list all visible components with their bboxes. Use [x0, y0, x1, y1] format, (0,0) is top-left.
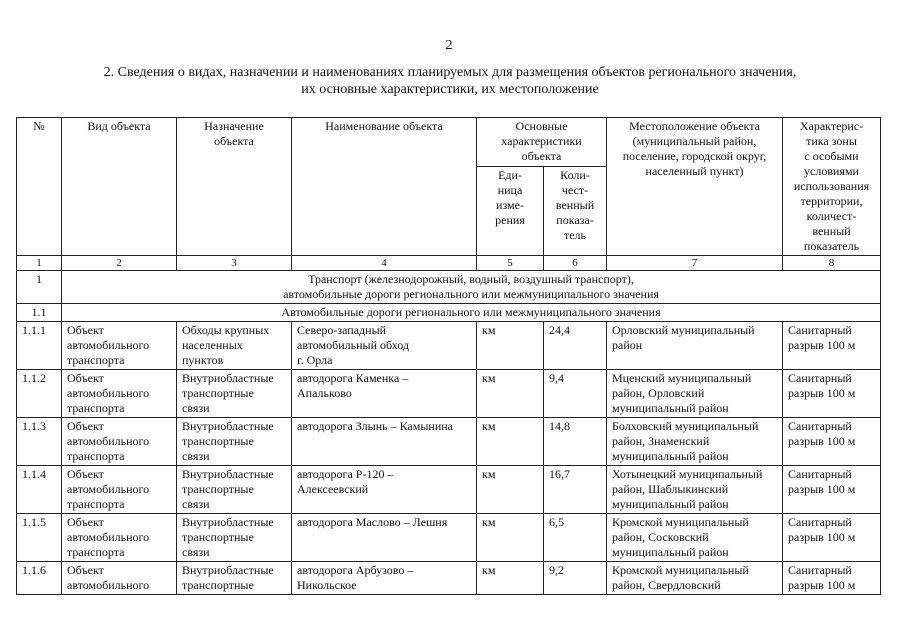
text-line: Алексеевский — [297, 482, 369, 496]
column-number-cell: 5 — [477, 256, 544, 271]
header-unit — [477, 166, 544, 255]
text-line: Объект — [67, 323, 104, 337]
text-line: разрыв 100 м — [788, 482, 856, 496]
text-line: Коли- — [560, 167, 590, 182]
object-purpose-cell — [177, 562, 292, 595]
unit-cell: км — [477, 562, 544, 595]
text-line: автодорога Маслово – Лешня — [297, 515, 448, 529]
object-type-cell — [62, 418, 177, 466]
page-number: 2 — [445, 38, 453, 53]
location-cell — [607, 562, 783, 595]
text-line: ница — [497, 182, 523, 197]
text-line: Внутриобластные — [182, 467, 274, 481]
text-line: Объект — [67, 371, 104, 385]
text-line: транспортные — [182, 530, 254, 544]
text-line: условиями — [804, 164, 859, 178]
unit-cell: км — [477, 466, 544, 514]
value-cell: 24,4 — [544, 322, 607, 370]
row-num-cell: 1.1.5 — [17, 514, 62, 562]
text-line: муниципальный район — [612, 497, 729, 511]
zone-cell — [783, 514, 881, 562]
text-line: автомобильного — [67, 386, 150, 400]
text-line: Объект — [67, 419, 104, 433]
text-line: Санитарный — [788, 515, 852, 529]
text-line: пунктов — [182, 353, 224, 367]
text-line: автомобильного — [67, 482, 150, 496]
text-line: Никольское — [297, 578, 357, 592]
text-line: использования — [793, 179, 870, 193]
text-line: Санитарный — [788, 563, 852, 577]
text-line: транспортные — [182, 434, 254, 448]
zone-cell — [783, 370, 881, 418]
value-cell: 16,7 — [544, 466, 607, 514]
column-number-cell: 4 — [292, 256, 477, 271]
header-type: Вид объекта — [62, 118, 177, 256]
text-line: Санитарный — [788, 323, 852, 337]
text-line: Основные — [515, 119, 568, 133]
location-cell — [607, 514, 783, 562]
text-line: показатель — [803, 239, 860, 253]
text-line: транспорта — [67, 353, 125, 367]
object-purpose-cell — [177, 466, 292, 514]
text-line: Транспорт (железнодорожный, водный, воздушный транспорт), — [308, 272, 634, 286]
table-row — [17, 466, 881, 514]
text-line: населенный пункт) — [645, 164, 744, 178]
value-cell: 9,2 — [544, 562, 607, 595]
location-cell — [607, 370, 783, 418]
column-number-cell: 8 — [783, 256, 881, 271]
section-row — [17, 271, 881, 304]
header-name: Наименование объекта — [292, 118, 477, 256]
text-line: транспорта — [67, 497, 125, 511]
heading-line: 2. Сведения о видах, назначении и наименованиях планируемых для размещения объектов регионального значения, — [103, 65, 797, 80]
object-purpose-cell — [177, 370, 292, 418]
unit-cell: км — [477, 322, 544, 370]
text-line: Объект — [67, 467, 104, 481]
text-line: Внутриобластные — [182, 515, 274, 529]
row-num-cell: 1.1.1 — [17, 322, 62, 370]
section-num: 1 — [17, 271, 62, 304]
object-name-cell — [292, 418, 477, 466]
column-number-cell: 6 — [544, 256, 607, 271]
text-line: транспортные — [182, 386, 254, 400]
object-purpose-cell — [177, 514, 292, 562]
text-line: венный — [812, 224, 851, 238]
text-line: транспорта — [67, 545, 125, 559]
text-line: Кромской муниципальный — [612, 515, 749, 529]
column-numbers-row — [17, 256, 881, 271]
table-row — [17, 370, 881, 418]
text-line: автомобильного — [67, 434, 150, 448]
text-line: Внутриобластные — [182, 371, 274, 385]
text-line: транспорта — [67, 401, 125, 415]
value-cell: 9,4 — [544, 370, 607, 418]
unit-cell: км — [477, 418, 544, 466]
object-type-cell — [62, 370, 177, 418]
heading-line: их основные характеристики, их местоположение — [301, 82, 599, 97]
text-line: автодорога Каменка – — [297, 371, 409, 385]
text-line: район, Свердловский — [612, 578, 721, 592]
row-num-cell: 1.1.2 — [17, 370, 62, 418]
location-cell — [607, 466, 783, 514]
table-row — [17, 562, 881, 595]
text-line: поселение, городской округ, — [622, 149, 767, 163]
text-line: Апальково — [297, 386, 352, 400]
text-line: автомобильный обход — [297, 338, 409, 352]
header-purpose — [177, 118, 292, 256]
text-line: разрыв 100 м — [788, 386, 856, 400]
text-line: Санитарный — [788, 419, 852, 433]
column-number-cell: 7 — [607, 256, 783, 271]
text-line: связи — [182, 545, 210, 559]
text-line: характеристики — [501, 134, 582, 148]
table-row — [17, 514, 881, 562]
object-name-cell — [292, 466, 477, 514]
text-line: Местоположение объекта — [629, 119, 760, 133]
text-line: разрыв 100 м — [788, 530, 856, 544]
subsection-title: Автомобильные дороги регионального или межмуниципального значения — [62, 304, 881, 322]
section-heading — [40, 64, 860, 98]
text-line: Назначение — [204, 119, 264, 133]
object-name-cell — [292, 514, 477, 562]
text-line: Мценский муниципальный — [612, 371, 752, 385]
table-row — [17, 322, 881, 370]
text-line: район — [612, 338, 643, 352]
text-line: район, Шаблыкинский — [612, 482, 729, 496]
text-line: тель — [563, 227, 587, 242]
subsection-row — [17, 304, 881, 322]
text-line: муниципальный район — [612, 401, 729, 415]
text-line: автодорога Р-120 – — [297, 467, 394, 481]
text-line: разрыв 100 м — [788, 434, 856, 448]
text-line: Объект — [67, 515, 104, 529]
text-line: автомобильные дороги регионального или межмуниципального значения — [283, 287, 659, 301]
unit-cell: км — [477, 514, 544, 562]
row-num-cell: 1.1.6 — [17, 562, 62, 595]
text-line: муниципальный район — [612, 449, 729, 463]
text-line: тика зоны — [806, 134, 857, 148]
header-num: № — [17, 118, 62, 256]
location-cell — [607, 418, 783, 466]
text-line: транспортные — [182, 578, 254, 592]
column-number-cell: 3 — [177, 256, 292, 271]
text-line: Санитарный — [788, 371, 852, 385]
text-line: Болховский муниципальный — [612, 419, 759, 433]
value-cell: 6,5 — [544, 514, 607, 562]
text-line: разрыв 100 м — [788, 338, 856, 352]
text-line: район, Знаменский — [612, 434, 710, 448]
text-line: автомобильного — [67, 578, 150, 592]
text-line: населенных — [182, 338, 243, 352]
header-zone — [783, 118, 881, 256]
column-number-cell: 1 — [17, 256, 62, 271]
object-name-cell — [292, 322, 477, 370]
text-line: показа- — [556, 212, 594, 227]
text-line: Внутриобластные — [182, 419, 274, 433]
unit-cell: км — [477, 370, 544, 418]
object-type-cell — [62, 322, 177, 370]
text-line: Санитарный — [788, 467, 852, 481]
regional-objects-table — [16, 117, 881, 595]
header-quantity — [544, 166, 607, 255]
text-line: г. Орла — [297, 353, 333, 367]
text-line: изме- — [496, 197, 524, 212]
object-type-cell — [62, 466, 177, 514]
text-line: венный — [555, 197, 595, 212]
text-line: территории, — [800, 194, 863, 208]
text-line: автодорога Злынь – Камынина — [297, 419, 454, 433]
object-name-cell — [292, 370, 477, 418]
zone-cell — [783, 322, 881, 370]
text-line: Кромской муниципальный — [612, 563, 749, 577]
subsection-num: 1.1 — [17, 304, 62, 322]
object-name-cell — [292, 562, 477, 595]
text-line: чест- — [561, 182, 589, 197]
text-line: Еди- — [498, 167, 522, 182]
text-line: Обходы крупных — [182, 323, 270, 337]
text-line: количест- — [806, 209, 857, 223]
text-line: Орловский муниципальный — [612, 323, 755, 337]
text-line: муниципальный район — [612, 545, 729, 559]
section-title — [62, 271, 881, 304]
zone-cell — [783, 466, 881, 514]
text-line: транспорта — [67, 449, 125, 463]
text-line: разрыв 100 м — [788, 578, 856, 592]
header-main-characteristics — [477, 118, 607, 167]
text-line: транспортные — [182, 482, 254, 496]
row-num-cell: 1.1.3 — [17, 418, 62, 466]
value-cell: 14,8 — [544, 418, 607, 466]
text-line: Объект — [67, 563, 104, 577]
text-line: связи — [182, 449, 210, 463]
text-line: автодорога Арбузово – — [297, 563, 414, 577]
column-number-cell: 2 — [62, 256, 177, 271]
text-line: Хотынецкий муниципальный — [612, 467, 763, 481]
text-line: автомобильного — [67, 338, 150, 352]
text-line: объекта — [521, 149, 562, 163]
text-line: связи — [182, 401, 210, 415]
text-line: связи — [182, 497, 210, 511]
object-purpose-cell — [177, 322, 292, 370]
text-line: Северо-западный — [297, 323, 387, 337]
zone-cell — [783, 418, 881, 466]
text-line: район, Орловский — [612, 386, 705, 400]
text-line: с особыми — [804, 149, 859, 163]
zone-cell — [783, 562, 881, 595]
object-type-cell — [62, 514, 177, 562]
object-type-cell — [62, 562, 177, 595]
header-row — [17, 118, 881, 167]
location-cell — [607, 322, 783, 370]
text-line: район, Сосковский — [612, 530, 709, 544]
text-line: рения — [495, 212, 525, 227]
object-purpose-cell — [177, 418, 292, 466]
row-num-cell: 1.1.4 — [17, 466, 62, 514]
text-line: Характерис- — [799, 119, 864, 133]
text-line: автомобильного — [67, 530, 150, 544]
text-line: (муниципальный район, — [632, 134, 757, 148]
text-line: объекта — [214, 134, 254, 148]
header-location — [607, 118, 783, 256]
text-line: Внутриобластные — [182, 563, 274, 577]
table-row — [17, 418, 881, 466]
